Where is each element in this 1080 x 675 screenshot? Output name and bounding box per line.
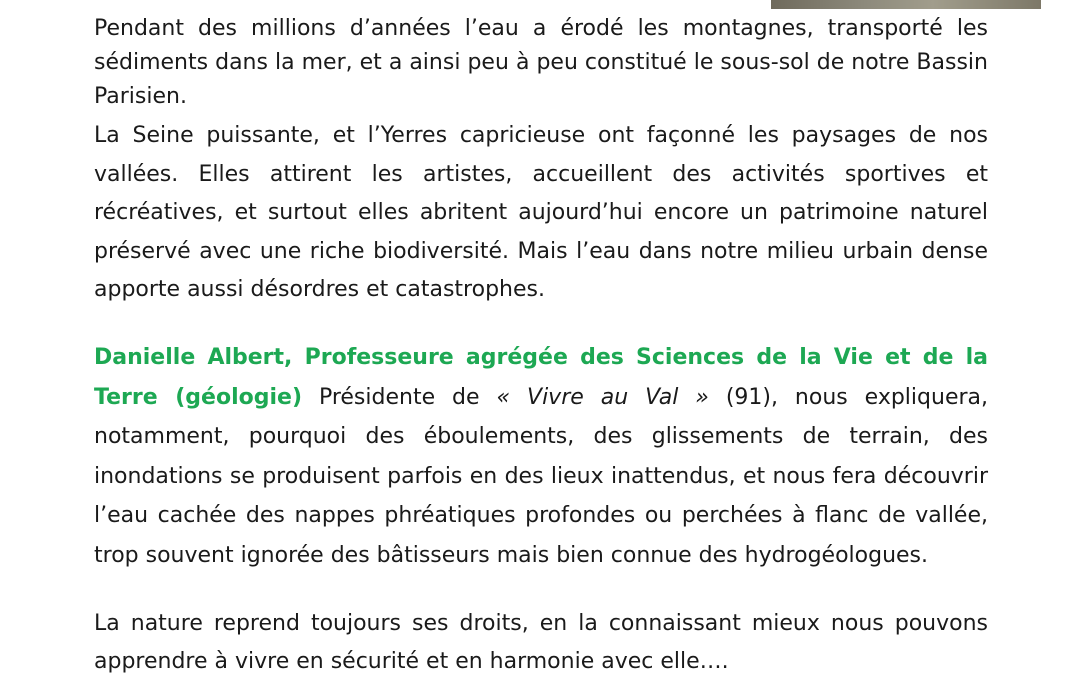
intro-paragraph: Pendant des millions d’années l’eau a érodé les montagnes, transporté les sédiments dans la mer, et a ainsi peu à peu constitué le sous-sol de notre Bassin Parisien. <box>94 16 988 109</box>
photo-edge <box>771 0 1041 9</box>
speaker-description: (91), nous expliquera, notamment, pourquoi des éboulements, des glissements de terrain, des inondations se produisent parfois en des lieux inattendus, et nous fera découvrir l’eau cachée des nappes phréatiques profondes ou perchées à flanc de vallée, trop souvent ignorée des bâtisseurs mais bien connue des hydrogéologues. <box>94 384 988 568</box>
rivers-paragraph: La Seine puissante, et l’Yerres capricieuse ont façonné les paysages de nos vallées. Elles attirent les artistes, accueillent des activités sportives et récréatives, et surtout elles abritent aujourd’hui encore un patrimoine naturel préservé avec une riche biodiversité. Mais l’eau dans notre milieu urbain dense apporte aussi désordres et catastrophes. <box>94 123 988 302</box>
association-name: « Vivre au Val » <box>496 384 709 410</box>
speaker-role-prefix: Présidente de <box>302 384 497 410</box>
closing-paragraph: La nature reprend toujours ses droits, en la connaissant mieux nous pouvons apprendre à vivre en sécurité et en harmonie avec elle…. <box>94 611 988 674</box>
closing-paragraph-block <box>94 605 988 675</box>
speaker-name-title: Danielle Albert, Professeure agrégée des Sciences de la Vie et de la Terre (géologie) <box>94 345 988 410</box>
speaker-paragraph <box>94 338 988 575</box>
speaker-paragraph-block <box>94 338 988 575</box>
intro-paragraph-block <box>94 12 988 114</box>
rivers-paragraph-block <box>94 117 988 310</box>
